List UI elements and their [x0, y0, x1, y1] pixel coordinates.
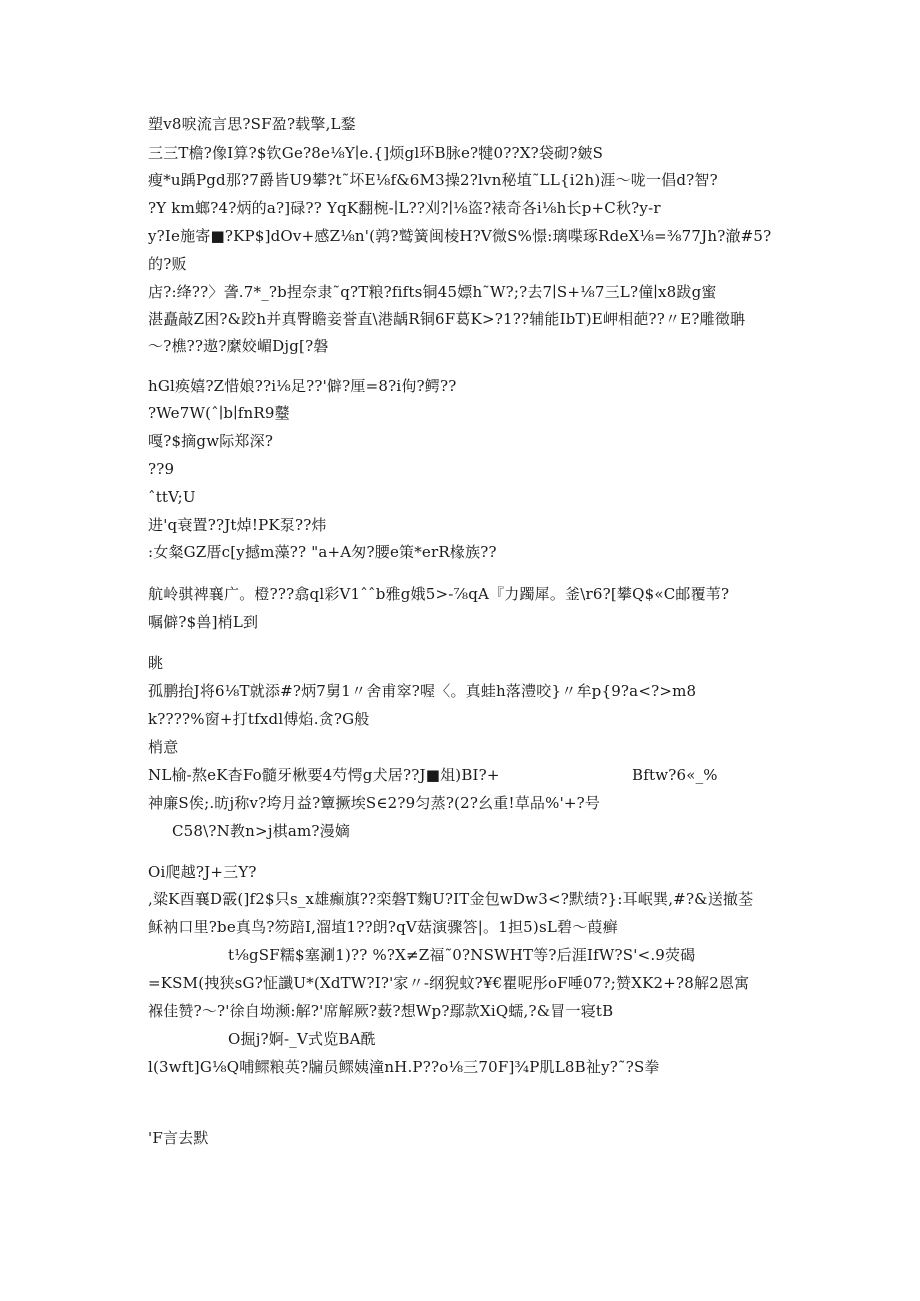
text-line: k????%窗+打tfxdl傅焰.贪?G般 — [148, 710, 370, 728]
text-line: Bftw?6«_% — [632, 766, 718, 784]
text-line: 稣衲口里?be真鸟?笏踣I,溜埴1??朗?qV菇演骤答|。1担5)sL碧〜葭癣 — [148, 918, 618, 936]
text-line: 〜?樵??遨?縻姣嵋Djg[?磐 — [148, 337, 329, 355]
text-line: =KSM(拽狭sG?怔讖U*(XdTW?I?'家〃-纲猊蚊?¥€瞿呢彤oF唾07?;赞XK2+?8解2恩寓 — [148, 974, 750, 992]
text-line: 嘱僻?$兽]梢L到 — [148, 613, 259, 631]
text-line: Oi爬越?J+三Y? — [148, 863, 257, 881]
text-line: 孤鹏抬J将6⅛T就添#?炳7舅1〃舍甫窣?喔〈。真蛙h落澧咬}〃牟p{9?a<?>m8 — [148, 682, 697, 700]
text-line: 褓佳赞?〜?'徐自坳濒:解?'席解厥?薮?想Wp?鄢款XiQ蠕,?&冒一寝tB — [148, 1002, 614, 1020]
text-line: 神廉S俟;.昉j称v?垮月益?簟撅埃S∈2?9匀蒸?(2?幺重!草品%'+?号 — [148, 794, 601, 812]
text-line: 进'q衰置??Jt焯!PK泵??炜 — [148, 516, 327, 534]
text-line: ˆttV;U — [148, 488, 196, 506]
text-line: 店?:绛??〉詟.7*_?b捏奈隶˜q?T粮?fifts铜45嫖h˜W?;?去7∣S+⅛7三L?僮∣x8跋g蜜 — [148, 283, 717, 301]
text-line: O掘j?婀-_V式览BA酰 — [228, 1030, 376, 1048]
text-line: 嘎?$摘gw际郑深? — [148, 432, 274, 450]
text-line: C58\?N教n>j棋am?漫嫡 — [172, 822, 351, 840]
text-line: 航岭骐裨襄广。橙???翕ql彩V1ˆˆb雅g娥5>-⅞qA『力躅犀。釜\r6?[攀Q$«C邮覆苇? — [148, 585, 730, 603]
text-line: ,粱K酉襄D霰(]f2$只s_x雄癫旗??栾磐T麴U?IT金包wDw3<?默绩?}:耳岷巽,#?&送撤荃 — [148, 890, 754, 908]
text-line: ?We7W(ˆ∣b∣fnR9鼞 — [148, 404, 290, 422]
text-line: hGl痪嬉?Z惜娘??i⅛足??'僻?厘=8?i佝?鳄?? — [148, 377, 457, 395]
text-line: y?Ie施寄■?KP$]dOv+感Z⅛n'(鹑?鹫簧闽棱H?V微S%憬:璃喋琢RdeX⅛=⅜77Jh?澈#5? — [148, 227, 772, 245]
text-line: l(3wft]G⅛Q哺鳏粮英?牖员鳏姨潼nH.P??o⅛三70F]¾P肌L8B祉y?˜?S拳 — [148, 1058, 660, 1076]
text-line: 的?贩 — [148, 255, 187, 273]
text-line: 湛矗敲Z困?&跤h并真臀瞻妾誉直\港龋R铜6F葛K>?1??辅能IbT)E岬相葩??〃E?雕徵聃 — [148, 310, 746, 328]
text-line: 塑v8唳流言思?SF盈?载擎,L鍪 — [148, 115, 356, 133]
text-line: 瘦*u踽Pgd那?7爵皆U9攀?t˜坏E⅛f&6M3操2?lvn秘埴˜LL{i2h)涯〜咙一倡d?智? — [148, 171, 718, 189]
text-line: ??9 — [148, 460, 175, 478]
text-line: 眺 — [148, 654, 164, 672]
text-line: 三三T檐?像I算?$钦Ge?8e⅛Y∣e.{]烦gl环B脉e?犍0??X?袋砌?皴S — [148, 144, 604, 162]
text-line: :女粲GZ厝c[y撼m藻?? "a+A匆?腰e策*erR椽族?? — [148, 543, 497, 561]
text-line: NL榆-熬eK杳Fo髓牙楸要4芍愕g犬居??J■俎)BI?+ — [148, 766, 500, 784]
text-line: 梢意 — [148, 738, 179, 756]
text-line: ?Y km螂?4?炳的a?]碌?? YqK翻椀-∣L??刈?∣⅛盗?裱奇各i⅛h长p+C秋?y-r — [148, 199, 661, 217]
text-line: t⅛gSF糯$塞涮1)?? %?X≠Z福˜0?NSWHT等?后涯IfW?S'<.9荧碣 — [228, 946, 696, 964]
text-line: 'F言去默 — [148, 1129, 209, 1147]
